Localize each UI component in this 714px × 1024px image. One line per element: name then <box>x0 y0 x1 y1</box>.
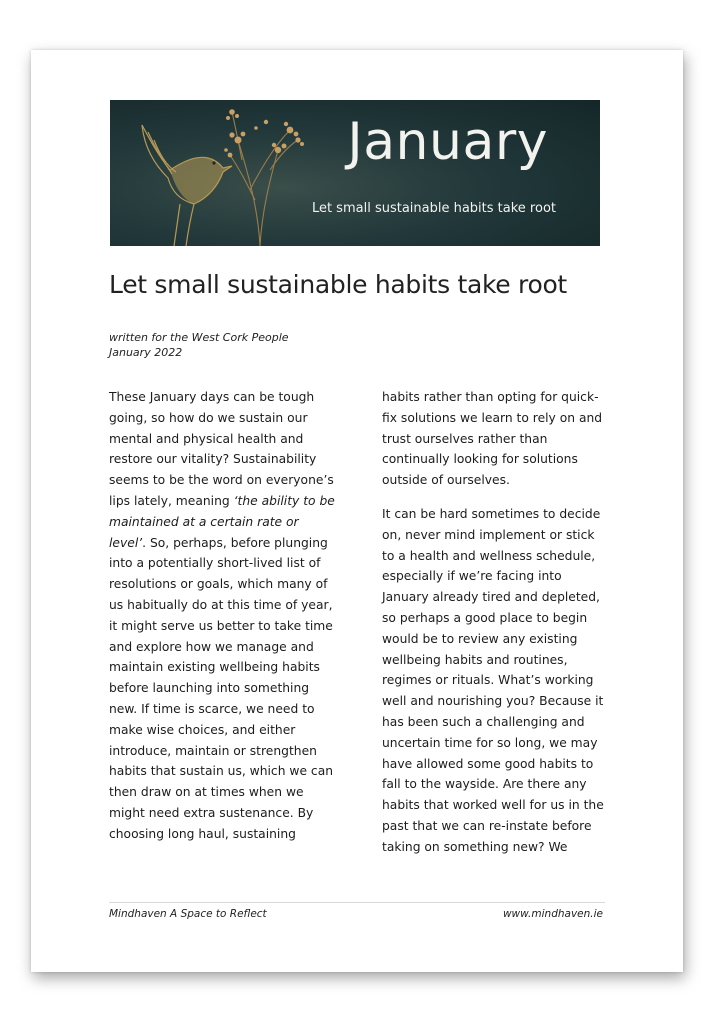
text-line: . So, perhaps, before plunging <box>142 535 328 550</box>
text-line: going, so how do we sustain our <box>109 410 308 425</box>
text-line: have allowed some good habits to <box>382 756 594 771</box>
text-line: continually looking for solutions <box>382 452 578 467</box>
right-paragraph-1 <box>382 387 618 491</box>
right-column <box>382 387 618 871</box>
text-line: resolutions or goals, which many of <box>109 577 328 592</box>
text-line: maintain existing wellbeing habits <box>109 660 320 675</box>
text-line: it might serve us better to take time <box>109 618 333 633</box>
banner-title: January <box>347 112 548 172</box>
text-line: might need extra sustenance. By <box>109 805 314 820</box>
left-paragraph <box>109 387 345 845</box>
text-line: seems to be the word on everyone’s <box>109 473 334 488</box>
left-column <box>109 387 345 858</box>
text-line: choosing long haul, sustaining <box>109 826 296 841</box>
banner-subtitle: Let small sustainable habits take root <box>311 201 556 216</box>
byline-publication: written for the West Cork People <box>109 331 289 344</box>
footer-website-link[interactable]: www.mindhaven.ie <box>502 908 603 920</box>
quote-text: ‘the ability to be <box>233 493 335 508</box>
text-line: would be to review any existing <box>382 631 578 646</box>
quote-text: maintained at a certain rate or <box>109 514 299 529</box>
text-line: then draw on at times when we <box>109 785 304 800</box>
text-line: fix solutions we learn to rely on and <box>382 410 603 425</box>
text-line: habits that sustain us, which we can <box>109 764 334 779</box>
text-line: well and nourishing you? Because it <box>382 694 604 709</box>
text-line: uncertain time for so long, we may <box>382 735 598 750</box>
text-line: past that we can re-instate before <box>382 818 592 833</box>
text-line: mental and physical health and <box>109 431 304 446</box>
header-banner <box>110 100 600 246</box>
text-line: introduce, maintain or strengthen <box>109 743 317 758</box>
byline-date: January 2022 <box>109 346 183 359</box>
text-line: into a potentially short-lived list of <box>109 556 321 571</box>
text-line: fall to the wayside. Are there any <box>382 777 587 792</box>
text-line: new. If time is scarce, we need to <box>109 701 315 716</box>
text-line: outside of ourselves. <box>382 473 510 488</box>
text-line: habits rather than opting for quick- <box>382 390 599 404</box>
text-line: It can be hard sometimes to decide <box>382 506 601 521</box>
text-line: habits that worked well for us in the <box>382 798 604 813</box>
text-line: before launching into something <box>109 681 310 696</box>
byline <box>109 330 289 360</box>
text-line: so perhaps a good place to begin <box>382 610 588 625</box>
footer-divider <box>109 902 605 903</box>
text-line: taking on something new? We <box>382 839 568 854</box>
text-line: and explore how we manage and <box>109 639 314 654</box>
text-line: restore our vitality? Sustainability <box>109 452 317 467</box>
quote-text: level’ <box>109 535 143 550</box>
text-line: regimes or rituals. What’s working <box>382 673 594 688</box>
text-line: lips lately, meaning <box>109 493 234 508</box>
footer-brand: Mindhaven A Space to Reflect <box>109 908 267 920</box>
right-paragraph-2 <box>382 504 618 858</box>
text-line: us habitually do at this time of year, <box>109 597 333 612</box>
text-line: trust ourselves rather than <box>382 431 548 446</box>
text-line: wellbeing habits and routines, <box>382 652 568 667</box>
text-line: These January days can be tough <box>109 390 315 404</box>
article-title: Let small sustainable habits take root <box>109 270 567 299</box>
text-line: January already tired and depleted, <box>382 590 600 605</box>
text-line: make wise choices, and either <box>109 722 296 737</box>
text-line: has been such a challenging and <box>382 714 585 729</box>
text-line: to a health and wellness schedule, <box>382 548 596 563</box>
text-line: especially if we’re facing into <box>382 569 562 584</box>
text-line: on, never mind implement or stick <box>382 527 595 542</box>
document-page <box>31 50 683 972</box>
